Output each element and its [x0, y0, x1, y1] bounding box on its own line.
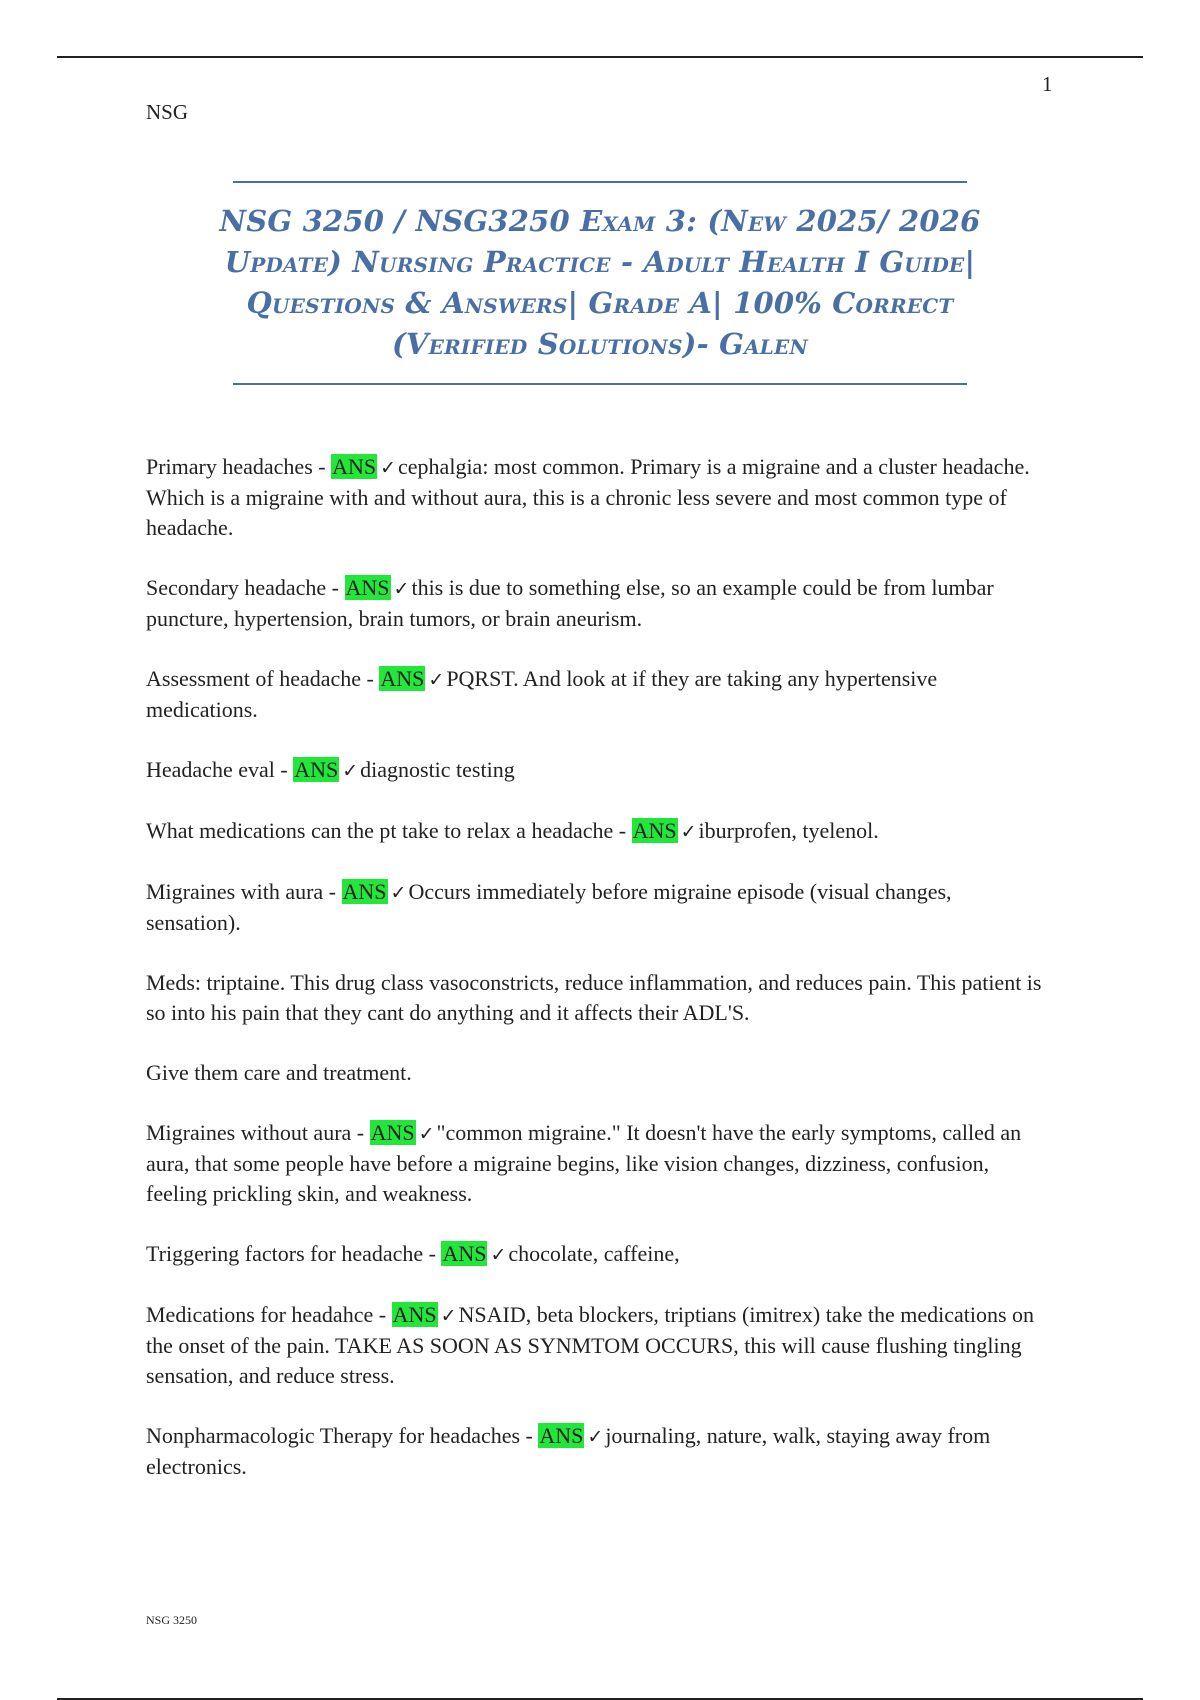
entry-term: Primary headaches - [146, 454, 332, 479]
entry-answer: PQRST. And look at if they are taking any hypertensive medications. [146, 666, 938, 722]
footer-label: NSG 3250 [146, 1613, 198, 1627]
check-icon: ✓ [440, 1305, 457, 1327]
qa-entry [146, 755, 1046, 786]
title-line: Update) Nursing Practice - Adult Health I Guide| [224, 245, 976, 279]
entry-term: Nonpharmacologic Therapy for headaches - [146, 1423, 539, 1448]
entry-term: Migraines with aura - [146, 879, 342, 904]
entry-term: Assessment of headache - [146, 666, 380, 691]
check-icon: ✓ [490, 1244, 507, 1266]
title-line: (Verified Solutions)- Galen [392, 327, 808, 361]
ans-tag: ANS [345, 575, 390, 600]
ans-tag: ANS [294, 757, 339, 782]
ans-tag: ANS [539, 1423, 584, 1448]
entry-answer: "common migraine." It doesn't have the early symptoms, called an aura, that some people have before a migraine begins, like vision changes, dizziness, confusion, feeling prickling skin, and weakness. [146, 1120, 1022, 1206]
top-rule [57, 56, 1143, 58]
header-label: NSG [146, 100, 189, 124]
qa-entry [146, 816, 1046, 847]
check-icon: ✓ [680, 821, 697, 843]
check-icon: ✓ [380, 457, 397, 479]
entry-answer: cephalgia: most common. Primary is a migraine and a cluster headache. Which is a migraine with and without aura, this is a chronic less severe and most common type of headache. [146, 454, 1030, 540]
entry-answer: Occurs immediately before migraine episode (visual changes, sensation). [146, 879, 952, 935]
qa-entry [146, 452, 1046, 543]
check-icon: ✓ [390, 882, 407, 904]
entry-answer: this is due to something else, so an example could be from lumbar puncture, hypertension, brain tumors, or brain aneurism. [146, 575, 994, 631]
check-icon: ✓ [342, 760, 359, 782]
ans-tag: ANS [442, 1241, 487, 1266]
ans-tag: ANS [380, 666, 425, 691]
qa-entry [146, 1421, 1046, 1482]
entry-term: Secondary headache - [146, 575, 345, 600]
qa-entry [146, 877, 1046, 938]
qa-entry [146, 1118, 1046, 1209]
document-title [219, 181, 981, 385]
qa-entry [146, 1300, 1046, 1391]
note-paragraph: Meds: triptaine. This drug class vasoconstricts, reduce inflammation, and reduces pain. This patient is so into his pain that they cant do anything and it affects their ADL'S. [146, 970, 1042, 1025]
entry-answer: iburprofen, tyelenol. [698, 818, 879, 843]
ans-tag: ANS [392, 1302, 437, 1327]
qa-entry [146, 1239, 1046, 1270]
entry-answer: diagnostic testing [360, 757, 515, 782]
ans-tag: ANS [632, 818, 677, 843]
entry-term: Triggering factors for headache - [146, 1241, 442, 1266]
check-icon: ✓ [393, 578, 410, 600]
check-icon: ✓ [418, 1123, 435, 1145]
entry-answer: NSAID, beta blockers, triptians (imitrex) take the medications on the onset of the pain. TAKE AS SOON AS SYNMTOM OCCURS, this will cause flushing tingling sensation, and reduce stress. [146, 1302, 1035, 1388]
entry-term: Medications for headahce - [146, 1302, 392, 1327]
page-number: 1 [1042, 72, 1053, 96]
entry-term: Migraines without aura - [146, 1120, 370, 1145]
note-paragraph: Give them care and treatment. [146, 1060, 412, 1085]
entry-term: Headache eval - [146, 757, 294, 782]
check-icon: ✓ [428, 669, 445, 691]
ans-tag: ANS [370, 1120, 415, 1145]
check-icon: ✓ [587, 1426, 604, 1448]
ans-tag: ANS [342, 879, 387, 904]
entry-answer: journaling, nature, walk, staying away from electronics. [146, 1423, 991, 1479]
entry-term: What medications can the pt take to relax a headache - [146, 818, 632, 843]
qa-entry [146, 573, 1046, 634]
qa-list [146, 452, 1046, 1512]
qa-entry [146, 664, 1046, 725]
title-line: NSG 3250 / NSG3250 Exam 3: (New 2025/ 2026 [219, 204, 981, 238]
ans-tag: ANS [332, 454, 377, 479]
title-line: Questions & Answers| Grade A| 100% Correct [246, 286, 954, 320]
entry-answer: chocolate, caffeine, [508, 1241, 680, 1266]
